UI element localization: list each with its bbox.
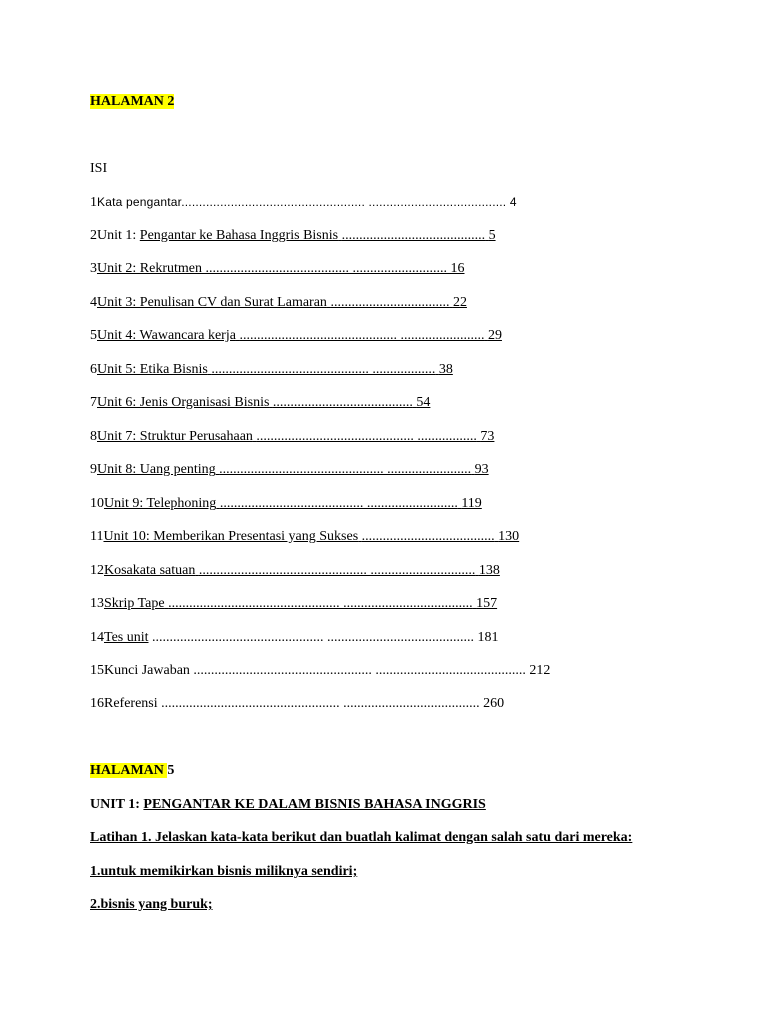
page-5-header: HALAMAN 5 [90,763,175,778]
toc-entry-6: 6Unit 5: Etika Bisnis ............................................. .................. 38 [90,362,453,377]
toc-entry-10: 10Unit 9: Telephoning ......................................... .......................... 119 [90,496,482,511]
toc-entry-4: 4Unit 3: Penulisan CV dan Surat Lamaran .................................. 22 [90,295,467,310]
unit-heading: UNIT 1: PENGANTAR KE DALAM BISNIS BAHASA INGGRIS [90,797,486,812]
toc-entry-13: 13Skrip Tape ................................................. ..................................... 157 [90,596,498,611]
toc-entry-9: 9Unit 8: Uang penting ............................................... ........................ 93 [90,462,489,477]
toc-entry-11: 11Unit 10: Memberikan Presentasi yang Sukses ...................................... 130 [90,529,520,544]
toc-entry-1: 1Kata pengantar.................................................... ....................................... 4 [90,195,517,210]
toc-entry-3: 3Unit 2: Rekrutmen ......................................... ........................... 16 [90,261,465,276]
toc-entry-7: 7Unit 6: Jenis Organisasi Bisnis ........................................ 54 [90,395,431,410]
toc-entry-2: 2Unit 1: Pengantar ke Bahasa Inggris Bisnis ......................................... 5 [90,228,496,243]
exercise-item-1: 1.untuk memikirkan bisnis miliknya sendiri; [90,864,358,879]
toc-entry-16: 16Referensi ................................................... ....................................... 260 [90,696,505,711]
toc-entry-14: 14Tes unit ................................................. .......................................... 181 [90,630,499,645]
toc-entry-15: 15Kunci Jawaban ................................................... ........................................... 212 [90,663,551,678]
toc-entry-8: 8Unit 7: Struktur Perusahaan ............................................. ................. 73 [90,429,495,444]
toc-entry-5: 5Unit 4: Wawancara kerja ............................................. ........................ 29 [90,328,502,343]
page-2-header: HALAMAN 2 [90,94,175,109]
toc-title: ISI [90,161,108,176]
toc-entry-12: 12Kosakata satuan ................................................ .............................. 138 [90,563,500,578]
exercise-instruction: Latihan 1. Jelaskan kata-kata berikut dan buatlah kalimat dengan salah satu dari mereka: [90,830,633,845]
exercise-item-2: 2.bisnis yang buruk; [90,897,213,912]
